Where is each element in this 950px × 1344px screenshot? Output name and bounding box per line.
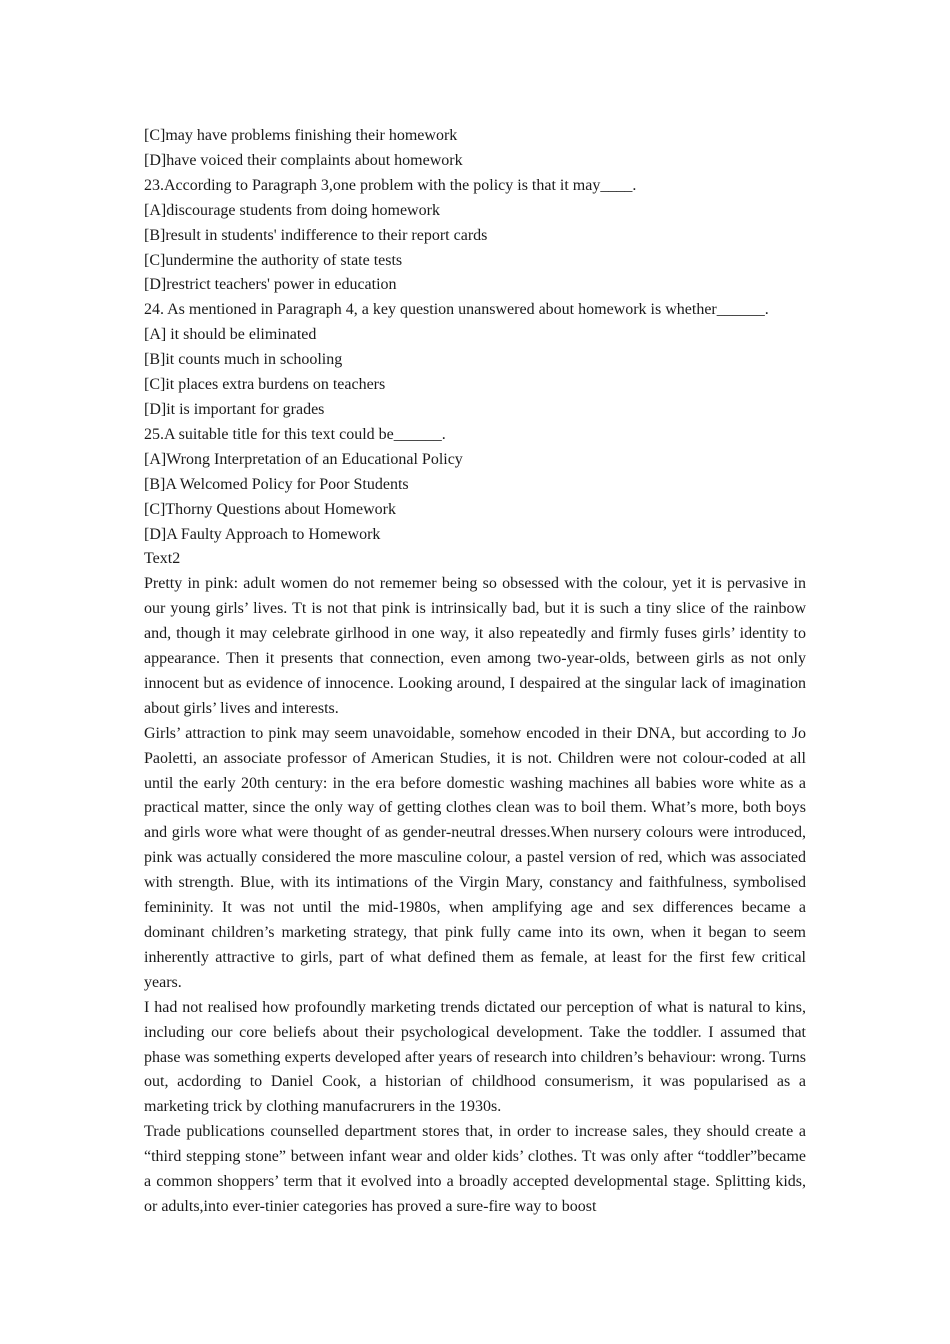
option-a-q25: [A]Wrong Interpretation of an Educational Policy — [144, 450, 463, 468]
option-c-q24: [C]it places extra burdens on teachers — [144, 376, 386, 394]
option-d-q23: [D]restrict teachers' power in education — [144, 276, 397, 294]
option-b-q25: [B]A Welcomed Policy for Poor Students — [144, 475, 409, 493]
question-24: 24. As mentioned in Paragraph 4, a key question unanswered about homework is whether______. — [144, 301, 769, 319]
option-b-q23: [B]result in students' indifference to their report cards — [144, 226, 488, 244]
question-25: 25.A suitable title for this text could be______. — [144, 425, 446, 443]
option-a-q23: [A]discourage students from doing homework — [144, 201, 440, 219]
option-d-q25: [D]A Faulty Approach to Homework — [144, 525, 381, 543]
text2-paragraph-4: Trade publications counselled department stores that, in order to increase sales, they should create a “third stepping stone” between infant wear and older kids’ clothes. Tt was only after “toddler”became a common shoppers’ term that it evolved into a broadly accepted developmental stage. Splitting kids, or adults,into ever-tinier categories has proved a sure-fire way to boost — [144, 1123, 806, 1215]
text2-paragraph-2: Girls’ attraction to pink may seem unavoidable, somehow encoded in their DNA, but according to Jo Paoletti, an associate professor of American Studies, it is not. Children were not colour-coded at all until the early 20th century: in the era before domestic washing machines all babies wore white as a practical matter, since the only way of getting clothes clean was to boil them. What’s more, both boys and girls wore what were thought of as gender-neutral dresses.When nursery colours were introduced, pink was actually considered the more masculine colour, a pastel version of red, which was associated with strength. Blue, with its intimations of the Virgin Mary, constancy and faithfulness, symbolised femininity. It was not until the mid-1980s, when amplifying age and sex differences became a dominant children’s marketing strategy, that pink fully came into its own, when it began to seem inherently attractive to girls, part of what defined them as female, at least for the first few critical years. — [144, 724, 806, 991]
question-23: 23.According to Paragraph 3,one problem with the policy is that it may____. — [144, 176, 637, 194]
option-d-q24: [D]it is important for grades — [144, 400, 325, 418]
option-d-q22: [D]have voiced their complaints about homework — [144, 151, 463, 169]
document-page — [144, 124, 806, 1220]
text2-paragraph-1: Pretty in pink: adult women do not rememer being so obsessed with the colour, yet it is pervasive in our young girls’ lives. Tt is not that pink is intrinsically bad, but it is such a tiny slice of the rainbow and, though it may celebrate girlhood in one way, it also repeatedly and firmly fuses girls’ identity to appearance. Then it presents that connection, even among two-year-olds, between girls as not only innocent but as evidence of innocence. Looking around, I despaired at the singular lack of imagination about girls’ lives and interests. — [144, 575, 806, 717]
section-heading-text2: Text2 — [144, 550, 181, 568]
option-c-q25: [C]Thorny Questions about Homework — [144, 500, 396, 518]
option-c-q22: [C]may have problems finishing their homework — [144, 127, 458, 144]
option-c-q23: [C]undermine the authority of state tests — [144, 251, 403, 269]
option-a-q24: [A] it should be eliminated — [144, 326, 317, 344]
text2-paragraph-3: I had not realised how profoundly marketing trends dictated our perception of what is natural to kins, including our core beliefs about their psychological development. Take the toddler. I assumed that phase was something experts developed after years of research into children’s behaviour: wrong. Turns out, acdording to Daniel Cook, a historian of childhood consumerism, it was popularised as a marketing trick by clothing manufacrurers in the 1930s. — [144, 998, 806, 1116]
option-b-q24: [B]it counts much in schooling — [144, 351, 343, 369]
